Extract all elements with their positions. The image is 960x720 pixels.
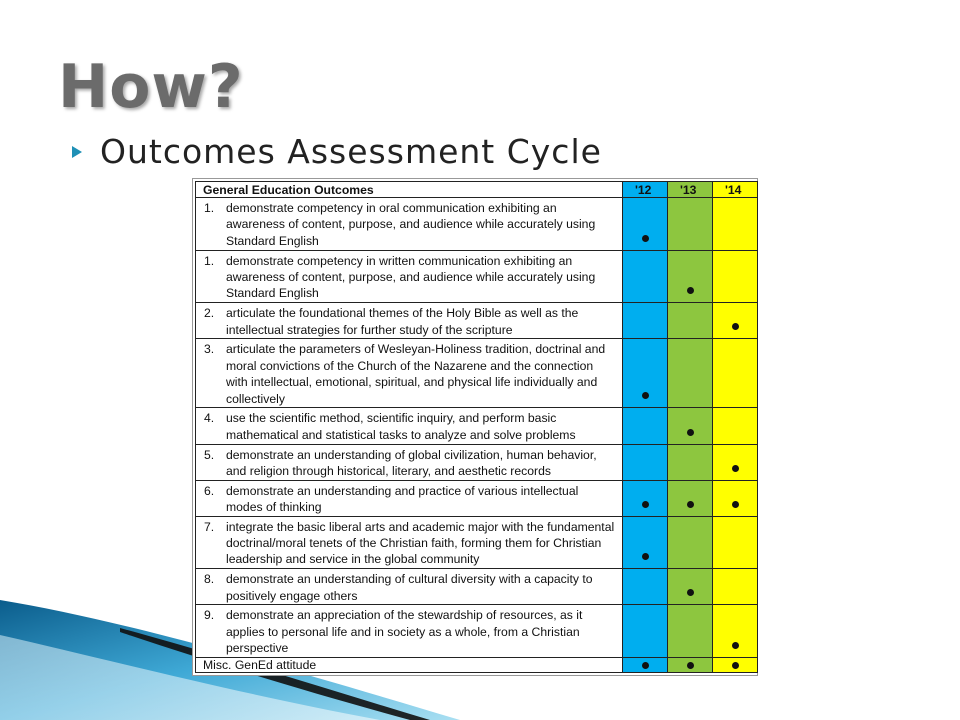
table-row (196, 198, 758, 251)
outcome-text: articulate the parameters of Wesleyan-Holiness tradition, doctrinal and moral convictions of the Church of the Nazarene and the connection with intellectual, emotional, spiritual, and physical life individually and collectively (226, 342, 606, 406)
header-year-14: '14 (713, 182, 758, 198)
outcome-cell (196, 480, 623, 516)
outcome-cell (196, 303, 623, 339)
assessment-cell-y14 (713, 339, 758, 408)
outcome-number: 6. (204, 483, 215, 498)
outcome-number: 7. (204, 519, 215, 534)
outcome-text: demonstrate competency in oral communication exhibiting an awareness of content, purpose, and audience while accurately using Standard English (226, 201, 596, 248)
assessment-cell-y13 (668, 480, 713, 516)
assessment-cell-y14 (713, 250, 758, 303)
outcome-text: articulate the foundational themes of the Holy Bible as well as the intellectual strategies for further study of the scripture (226, 306, 579, 337)
bullet-arrow-icon (72, 146, 82, 158)
outcome-cell (196, 516, 623, 569)
assessment-dot-icon (642, 392, 649, 399)
table-row (196, 569, 758, 605)
outcome-cell (196, 339, 623, 408)
assessment-cell-y14 (713, 569, 758, 605)
assessment-dot-icon (732, 465, 739, 472)
table-row (196, 303, 758, 339)
outcome-number: 1. (204, 253, 215, 268)
assessment-cell-y12 (623, 339, 668, 408)
assessment-cell-y13 (668, 198, 713, 251)
assessment-cell-y14 (713, 444, 758, 480)
assessment-cell-y14 (713, 303, 758, 339)
header-year-13: '13 (668, 182, 713, 198)
outcome-text: demonstrate competency in written communication exhibiting an awareness of content, purpose, and audience while accurately using Standard English (226, 253, 596, 301)
assessment-dot-icon (732, 323, 739, 330)
outcomes-table-frame (192, 178, 758, 676)
assessment-cell-y13 (668, 569, 713, 605)
assessment-dot-icon (687, 287, 694, 294)
outcome-cell (196, 569, 623, 605)
table-row (196, 250, 758, 303)
assessment-cell-y14 (713, 516, 758, 569)
table-row-misc (196, 658, 758, 673)
assessment-cell-y12 (623, 569, 668, 605)
assessment-dot-icon (732, 501, 739, 508)
outcome-number: 8. (204, 572, 215, 587)
assessment-cell-y13 (668, 605, 713, 658)
outcome-text: demonstrate an understanding and practice of various intellectual modes of thinking (226, 483, 579, 514)
assessment-dot-icon (687, 662, 694, 669)
assessment-cell-y14 (713, 605, 758, 658)
assessment-cell-y14 (713, 480, 758, 516)
table-row (196, 605, 758, 658)
outcome-number: 9. (204, 608, 215, 623)
assessment-dot-icon (687, 429, 694, 436)
outcome-text: demonstrate an appreciation of the stewardship of resources, as it applies to personal life and in society as a whole, from a Christian perspective (226, 608, 583, 656)
outcome-number: 3. (204, 342, 215, 357)
header-year-12: '12 (623, 182, 668, 198)
outcome-text: integrate the basic liberal arts and academic major with the fundamental doctrinal/moral tenets of the Christian faith, forming them for Christian leadership and service in the global community (226, 519, 615, 567)
assessment-cell-y12 (623, 658, 668, 673)
outcome-text: demonstrate an understanding of cultural diversity with a capacity to positively engage others (226, 572, 593, 603)
table-row (196, 444, 758, 480)
misc-label: Misc. GenEd attitude (196, 658, 623, 673)
outcome-number: 2. (204, 306, 215, 321)
table-row (196, 408, 758, 444)
assessment-cell-y14 (713, 658, 758, 673)
assessment-dot-icon (687, 501, 694, 508)
assessment-cell-y12 (623, 605, 668, 658)
header-outcomes: General Education Outcomes (196, 182, 623, 198)
assessment-cell-y13 (668, 444, 713, 480)
outcome-cell (196, 408, 623, 444)
assessment-cell-y14 (713, 198, 758, 251)
table-row (196, 339, 758, 408)
outcomes-table (195, 181, 758, 673)
assessment-dot-icon (732, 642, 739, 649)
outcome-cell (196, 250, 623, 303)
bullet-text: Outcomes Assessment Cycle (100, 132, 602, 171)
assessment-dot-icon (732, 662, 739, 669)
assessment-dot-icon (687, 589, 694, 596)
assessment-cell-y12 (623, 516, 668, 569)
assessment-cell-y12 (623, 408, 668, 444)
bullet-item (72, 132, 602, 171)
assessment-cell-y14 (713, 408, 758, 444)
table-header-row (196, 182, 758, 198)
assessment-dot-icon (642, 501, 649, 508)
table-row (196, 480, 758, 516)
assessment-dot-icon (642, 553, 649, 560)
assessment-cell-y13 (668, 303, 713, 339)
assessment-cell-y13 (668, 250, 713, 303)
table-row (196, 516, 758, 569)
outcome-number: 1. (204, 201, 215, 215)
outcome-number: 5. (204, 447, 215, 462)
assessment-cell-y12 (623, 444, 668, 480)
assessment-cell-y12 (623, 480, 668, 516)
outcome-text: use the scientific method, scientific inquiry, and perform basic mathematical and statistical tasks to analyze and solve problems (226, 411, 576, 442)
outcome-text: demonstrate an understanding of global civilization, human behavior, and religion through historical, literary, and aesthetic records (226, 447, 597, 478)
assessment-cell-y13 (668, 516, 713, 569)
assessment-dot-icon (642, 662, 649, 669)
assessment-dot-icon (642, 235, 649, 242)
assessment-cell-y13 (668, 408, 713, 444)
assessment-cell-y12 (623, 303, 668, 339)
outcome-cell (196, 605, 623, 658)
assessment-cell-y12 (623, 198, 668, 251)
outcome-number: 4. (204, 411, 215, 426)
outcome-cell (196, 198, 623, 251)
outcome-cell (196, 444, 623, 480)
assessment-cell-y13 (668, 339, 713, 408)
slide-title: How? (58, 52, 244, 122)
assessment-cell-y12 (623, 250, 668, 303)
assessment-cell-y13 (668, 658, 713, 673)
